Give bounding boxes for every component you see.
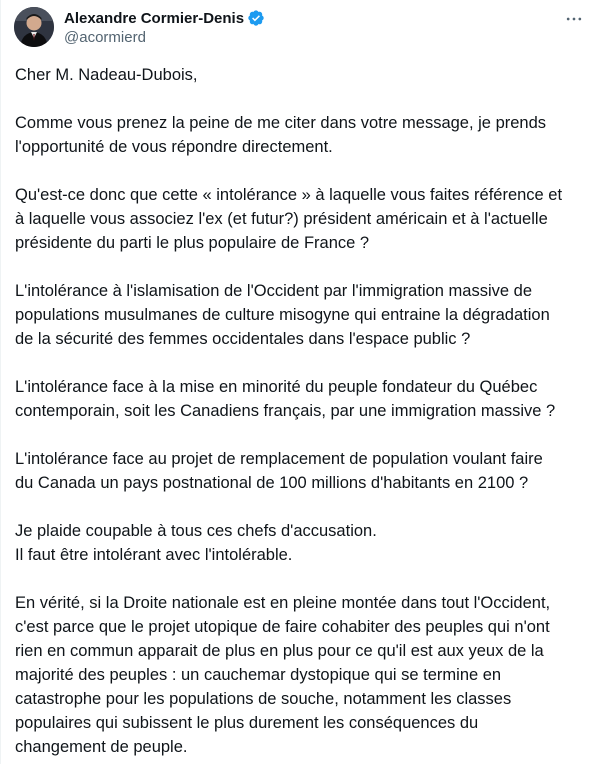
tweet-text bbox=[15, 63, 589, 759]
author-handle[interactable]: @acormierd bbox=[64, 29, 146, 46]
tweet-paragraph bbox=[15, 111, 589, 159]
tweet-paragraph bbox=[15, 183, 589, 255]
tweet-text-line: du Canada un pays postnational de 100 millions d'habitants en 2100 ? bbox=[15, 474, 529, 492]
tweet-text-line: En vérité, si la Droite nationale est en pleine montée dans tout l'Occident, bbox=[15, 594, 551, 612]
tweet-text-line: catastrophe pour les populations de souche, notamment les classes bbox=[15, 690, 512, 708]
tweet-paragraph bbox=[15, 63, 589, 87]
tweet-paragraph bbox=[15, 447, 589, 495]
verified-badge-icon[interactable] bbox=[247, 9, 265, 27]
tweet-text-line: Comme vous prenez la peine de me citer dans votre message, je prends bbox=[15, 114, 547, 132]
tweet-text-line: rien en commun apparait de plus en plus pour ce qu'il est aux yeux de la bbox=[15, 642, 544, 660]
avatar[interactable] bbox=[14, 7, 54, 47]
tweet-text-line: Qu'est-ce donc que cette « intolérance » à laquelle vous faites référence et bbox=[15, 186, 563, 204]
person-avatar-icon bbox=[14, 7, 54, 47]
author-name-row bbox=[64, 8, 265, 28]
tweet-text-line: c'est parce que le projet utopique de faire cohabiter des peuples qui n'ont bbox=[15, 618, 550, 636]
author-display-name[interactable]: Alexandre Cormier-Denis bbox=[64, 9, 245, 27]
tweet-text-line: à laquelle vous associez l'ex (et futur?) président américain et à l'actuelle bbox=[15, 210, 548, 228]
tweet-text-line: l'opportunité de vous répondre directement. bbox=[15, 138, 333, 156]
tweet-text-line: L'intolérance face à la mise en minorité du peuple fondateur du Québec bbox=[15, 378, 538, 396]
tweet-paragraph bbox=[15, 279, 589, 351]
tweet-text-line: populaires qui subissent le plus durement les conséquences du bbox=[15, 714, 479, 732]
tweet-paragraph bbox=[15, 591, 589, 759]
tweet-text-line: populations musulmanes de culture misogyne qui entraine la dégradation bbox=[15, 306, 550, 324]
tweet-text-line: Cher M. Nadeau-Dubois, bbox=[15, 66, 198, 84]
tweet-header bbox=[1, 0, 600, 56]
tweet-text-line: contemporain, soit les Canadiens français, par une immigration massive ? bbox=[15, 402, 556, 420]
tweet-text-line: changement de peuple. bbox=[15, 738, 188, 756]
tweet-paragraph bbox=[15, 375, 589, 423]
tweet-text-line: L'intolérance face au projet de remplacement de population voulant faire bbox=[15, 450, 543, 468]
tweet-text-line: présidente du parti le plus populaire de France ? bbox=[15, 234, 370, 252]
tweet-text-line: Je plaide coupable à tous ces chefs d'accusation. bbox=[15, 522, 377, 540]
tweet-text-line: majorité des peuples : un cauchemar dystopique qui se termine en bbox=[15, 666, 502, 684]
tweet-text-line: L'intolérance à l'islamisation de l'Occident par l'immigration massive de bbox=[15, 282, 532, 300]
tweet-text-line: Il faut être intolérant avec l'intolérable. bbox=[15, 546, 293, 564]
more-options-icon[interactable] bbox=[561, 9, 587, 29]
tweet-text-line: de la sécurité des femmes occidentales dans l'espace public ? bbox=[15, 330, 471, 348]
tweet-paragraph bbox=[15, 519, 589, 567]
